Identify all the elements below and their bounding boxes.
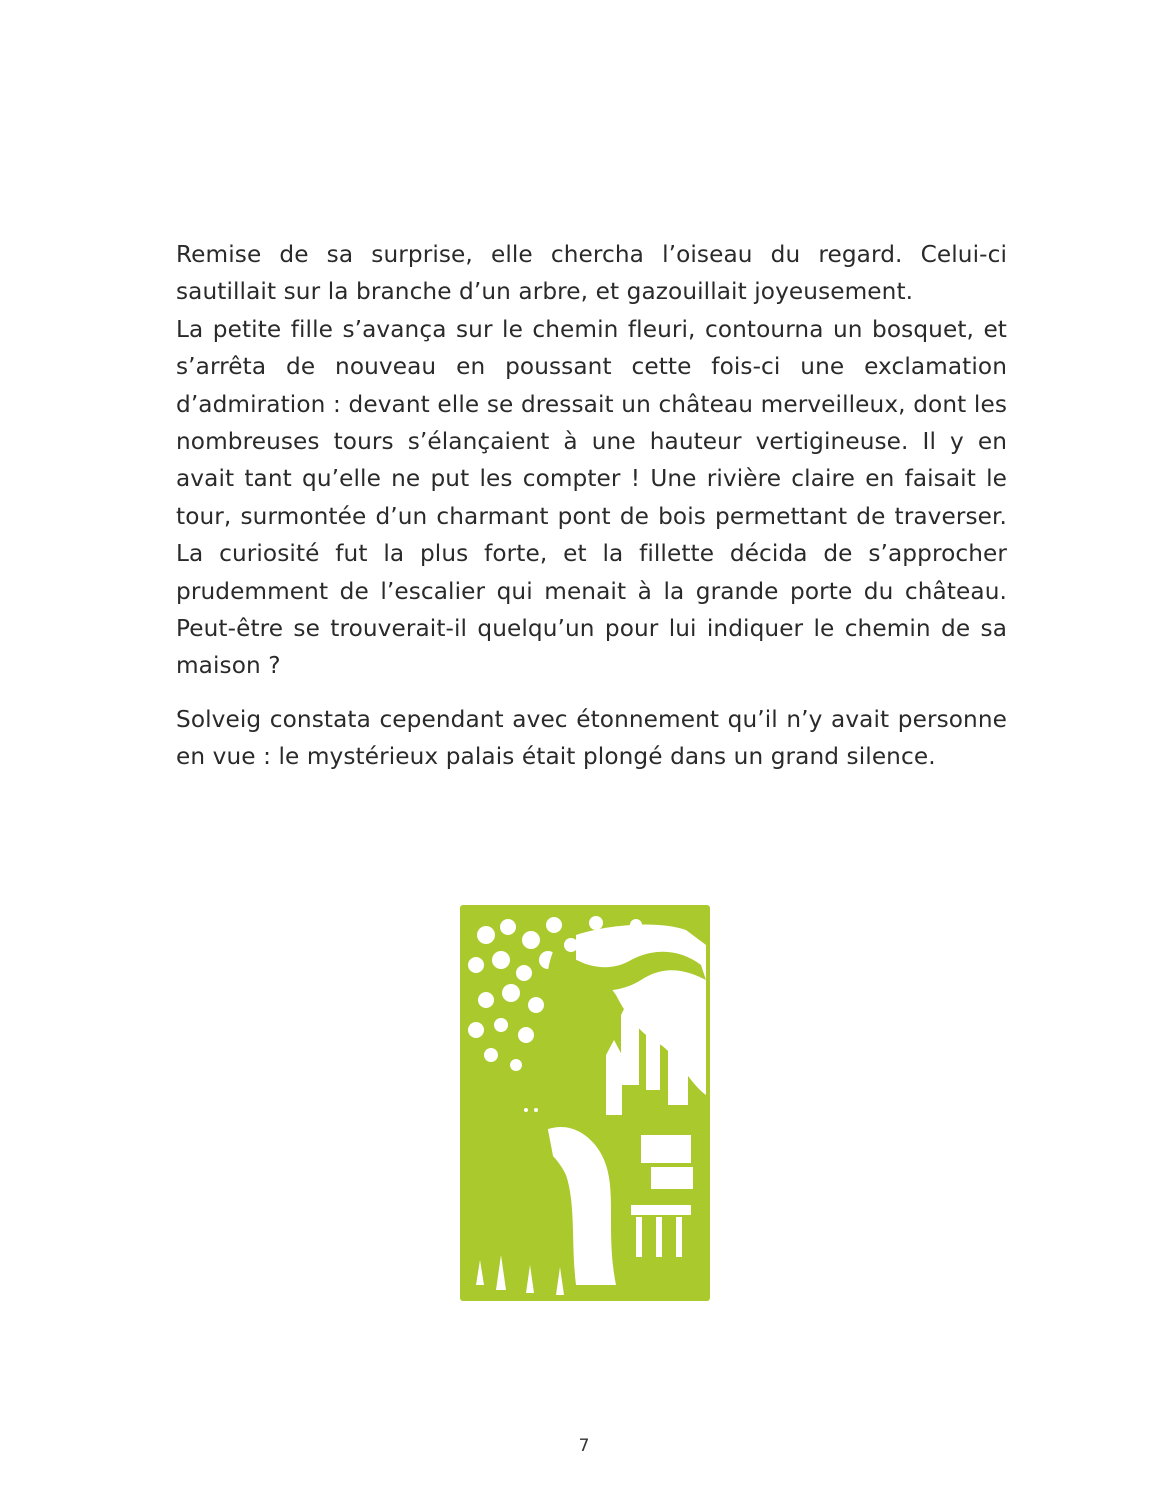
body-text	[176, 236, 1007, 776]
forest-castle-illustration	[456, 905, 714, 1305]
page-number: 7	[578, 1436, 590, 1456]
paragraph-1: Remise de sa surprise, elle chercha l’oiseau du regard. Celui-ci sautillait sur la branche d’un arbre, et gazouillait joyeusement.	[176, 241, 1007, 306]
paragraph-3: Solveig constata cependant avec étonnement qu’il n’y avait personne en vue : le mystérieux palais était plongé dans un grand silence.	[176, 705, 1007, 771]
paragraph-2: La petite fille s’avança sur le chemin fleuri, contourna un bosquet, et s’arrêta de nouveau en poussant cette fois-ci une exclamation d’admiration : devant elle se dressait un château merveilleux, dont les nombreuses tours s’élançaient à une hauteur vertigineuse. Il y en avait tant qu’elle ne put les compter ! Une rivière claire en faisait le tour, surmontée d’un charmant pont de bois permettant de traverser. La curiosité fut la plus forte, et la fillette décida de s’approcher prudemment de l’escalier qui menait à la grande porte du château. Peut-être se trouverait-il quelqu’un pour lui indiquer le chemin de sa maison ?	[176, 315, 1007, 680]
